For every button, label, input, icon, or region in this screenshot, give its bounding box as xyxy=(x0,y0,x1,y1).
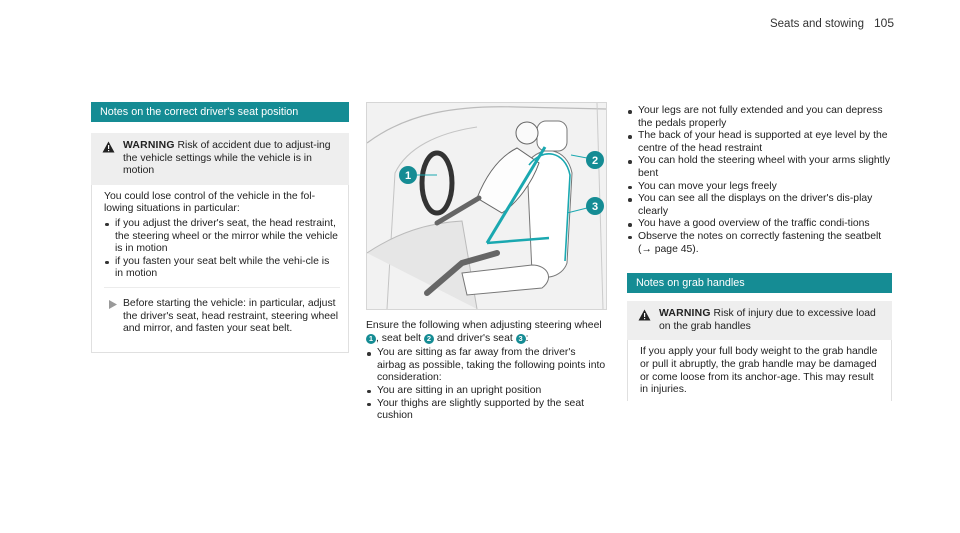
list-item: Your legs are not fully extended and you can depress the pedals properly xyxy=(627,105,892,130)
list-item: Observe the notes on correctly fastening the seatbelt (→ page 45). xyxy=(627,231,892,256)
seat-position-drawing xyxy=(367,103,606,309)
tip-note xyxy=(104,287,340,342)
adjustment-list-continued xyxy=(627,105,892,256)
warning-details xyxy=(91,185,349,353)
page-number: 105 xyxy=(873,16,894,30)
column-seat-position-notes xyxy=(91,102,349,353)
intro-text: and driver's seat xyxy=(433,332,516,344)
column-checklist-and-grab-handles xyxy=(627,103,892,401)
column-seat-figure xyxy=(366,102,607,423)
callout-3-label: 3 xyxy=(591,201,599,213)
list-item: if you fasten your seat belt while the vehi-cle is in motion xyxy=(104,256,340,281)
intro-text: Ensure the following when adjusting steering wheel xyxy=(366,320,602,331)
list-item: You can move your legs freely xyxy=(627,181,892,194)
list-item: The back of your head is supported at eye level by the centre of the head restraint xyxy=(627,130,892,155)
list-item: You are sitting in an upright position xyxy=(366,385,607,398)
list-item: You can see all the displays on the driver's dis-play clearly xyxy=(627,193,892,218)
section-heading-grab-handles: Notes on grab handles xyxy=(627,273,892,293)
warning-triangle-icon xyxy=(638,309,651,321)
callout-badge-3: 3 xyxy=(516,334,526,344)
list-item: if you adjust the driver's seat, the head restraint, the steering wheel or the mirror while the vehicle is in motion xyxy=(104,218,340,256)
warning-details xyxy=(627,340,892,400)
section-title: Seats and stowing xyxy=(769,18,864,30)
adjustment-list xyxy=(366,347,607,423)
list-item: You have a good overview of the traffic condi-tions xyxy=(627,218,892,231)
warning-text: Risk of injury due to excessive load on the grab handles xyxy=(659,308,876,332)
warning-intro: You could lose control of the vehicle in the fol-lowing situations in particular: xyxy=(104,190,316,215)
warning-body: If you apply your full body weight to the grab handle or pull it abruptly, the grab handle may be damaged or come loose from its anchor-age. This may result in injuries. xyxy=(640,346,878,396)
callout-badge-2: 2 xyxy=(424,334,434,344)
warning-triangle-icon xyxy=(102,141,115,153)
list-item: You can hold the steering wheel with your arms slightly bent xyxy=(627,155,892,180)
section-heading-seat-position: Notes on the correct driver's seat position xyxy=(91,102,349,122)
list-item: You are sitting as far away from the driver's airbag as possible, taking the following points into consideration: xyxy=(366,347,607,385)
intro-text: , seat belt xyxy=(376,332,424,344)
tip-text: Before starting the vehicle: in particular, adjust the driver's seat, head restraint, steering wheel and mirror, and fasten your seat belt. xyxy=(123,297,339,335)
list-item: Your thighs are slightly supported by the seat cushion xyxy=(366,398,607,423)
warning-list xyxy=(104,218,340,281)
warning-box xyxy=(91,133,349,185)
intro-text: : xyxy=(525,332,529,344)
warning-box xyxy=(627,301,892,340)
warning-label: WARNING xyxy=(659,308,711,320)
callout-2-label: 2 xyxy=(591,155,599,167)
grab-handles-section xyxy=(627,273,892,401)
warning-text: Risk of accident due to adjust-ing the vehicle settings while the vehicle is in motion xyxy=(123,140,331,177)
callout-badge-1: 1 xyxy=(366,334,376,344)
callout-1-label: 1 xyxy=(404,170,412,182)
warning-label: WARNING xyxy=(123,140,175,151)
page-header xyxy=(770,16,894,30)
play-arrow-icon xyxy=(109,300,117,309)
adjustment-intro xyxy=(366,320,607,345)
driver-seat-illustration xyxy=(366,102,607,310)
